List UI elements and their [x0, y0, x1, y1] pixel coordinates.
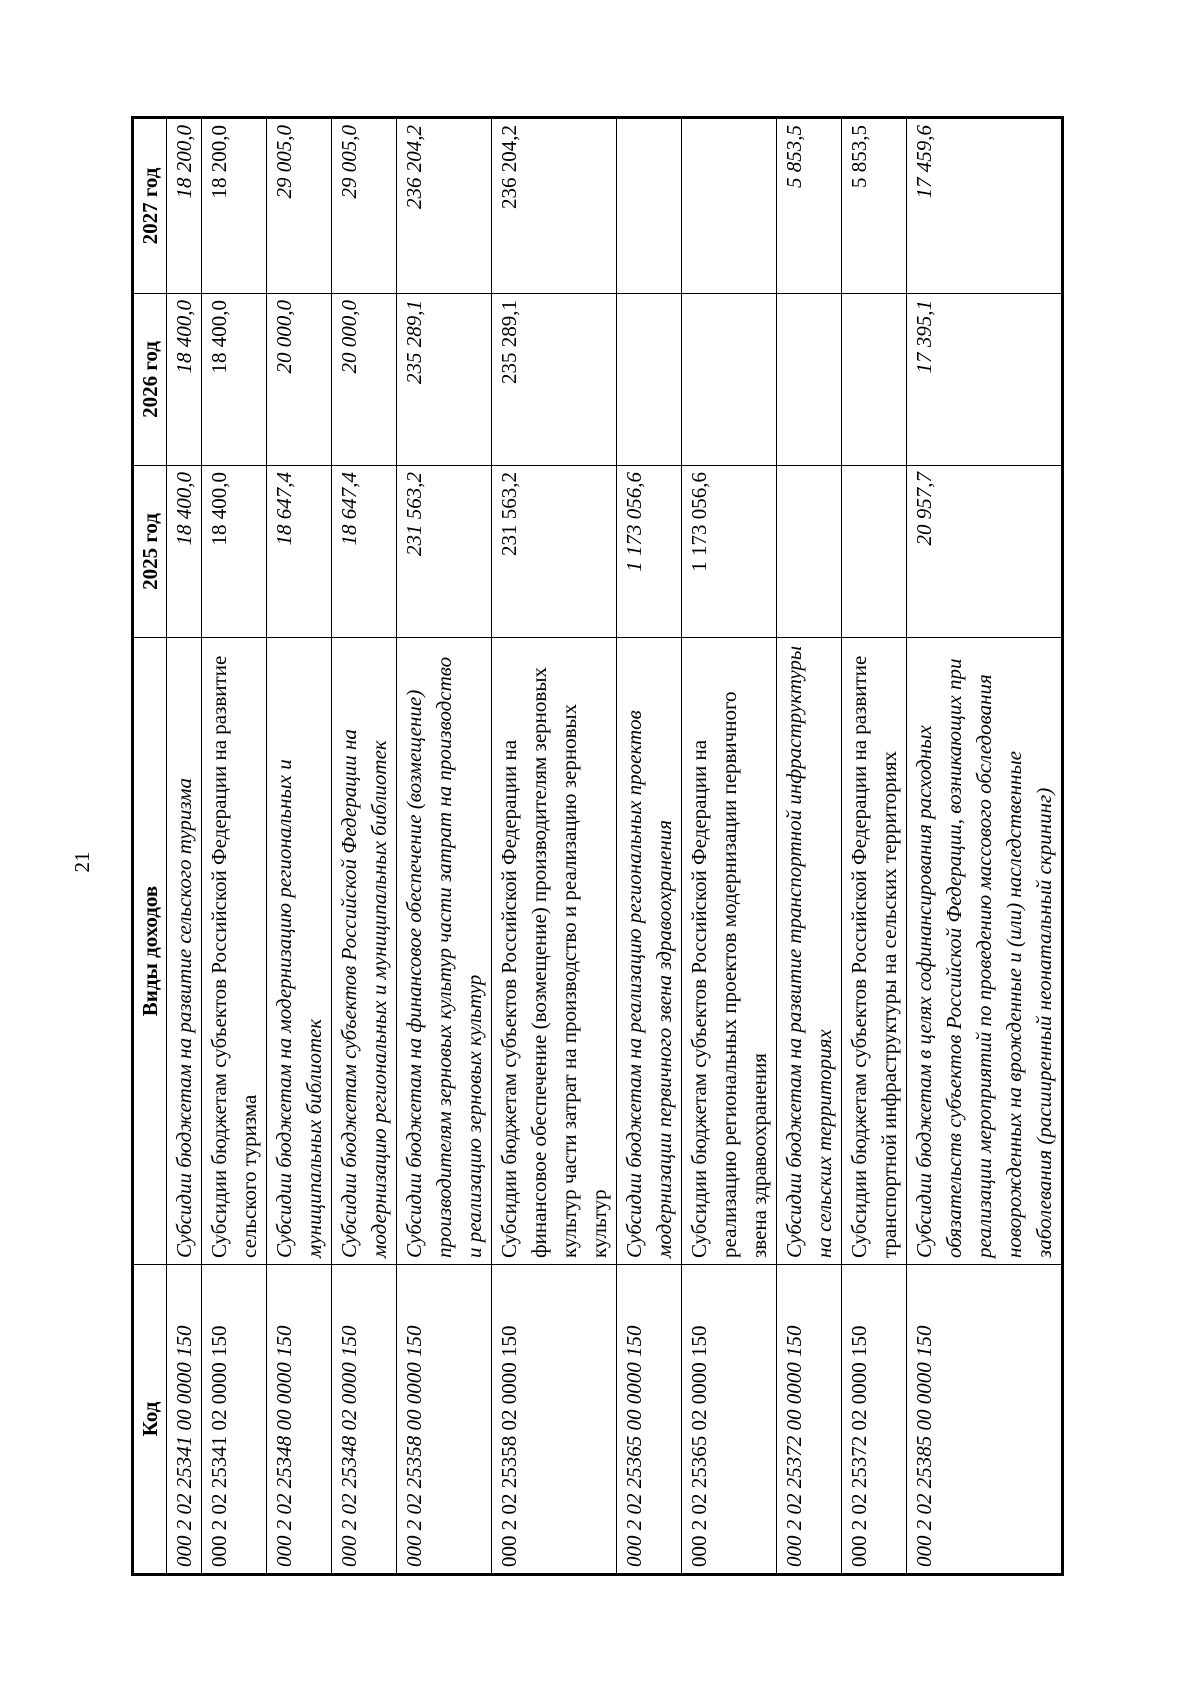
row-2025: 231 563,2	[397, 466, 492, 638]
table-row	[842, 118, 907, 1575]
row-2026	[682, 294, 777, 466]
row-name: Субсидии бюджетам на развитие транспортной инфраструктуры на сельских территориях	[777, 638, 842, 1265]
table-row	[332, 118, 397, 1575]
row-2027: 5 853,5	[777, 118, 842, 294]
row-2027: 29 005,0	[267, 118, 332, 294]
row-2025	[842, 466, 907, 638]
row-2026	[842, 294, 907, 466]
table-row	[777, 118, 842, 1575]
header-2027: 2027 год	[133, 118, 167, 294]
row-2027: 18 200,0	[167, 118, 202, 294]
page-number: 21	[70, 851, 94, 873]
table-row	[397, 118, 492, 1575]
row-2025: 1 173 056,6	[617, 466, 682, 638]
row-2025: 18 400,0	[202, 466, 267, 638]
row-name: Субсидии бюджетам на модернизацию региональных и муниципальных библиотек	[267, 638, 332, 1265]
row-2025: 1 173 056,6	[682, 466, 777, 638]
row-name: Субсидии бюджетам субъектов Российской Федерации на модернизацию региональных и муниципальных библиотек	[332, 638, 397, 1265]
row-code: 000 2 02 25348 00 0000 150	[267, 1265, 332, 1575]
row-2026: 18 400,0	[202, 294, 267, 466]
row-name: Субсидии бюджетам субъектов Российской Федерации на реализацию региональных проектов модернизации первичного звена здравоохранения	[682, 638, 777, 1265]
row-code: 000 2 02 25341 02 0000 150	[202, 1265, 267, 1575]
revenue-table	[131, 116, 1064, 1576]
table-row	[202, 118, 267, 1575]
row-2027: 236 204,2	[397, 118, 492, 294]
row-2025	[777, 466, 842, 638]
row-name: Субсидии бюджетам субъектов Российской Федерации на финансовое обеспечение (возмещение) производителям зерновых культур части затрат на производство и реализацию зерновых культур	[492, 638, 617, 1265]
row-code: 000 2 02 25358 02 0000 150	[492, 1265, 617, 1575]
row-name: Субсидии бюджетам субъектов Российской Федерации на развитие транспортной инфраструктуры на сельских территориях	[842, 638, 907, 1265]
row-code: 000 2 02 25365 00 0000 150	[617, 1265, 682, 1575]
row-code: 000 2 02 25341 00 0000 150	[167, 1265, 202, 1575]
row-2025: 231 563,2	[492, 466, 617, 638]
row-2025: 18 647,4	[267, 466, 332, 638]
row-2025: 18 400,0	[167, 466, 202, 638]
row-2027	[617, 118, 682, 294]
row-code: 000 2 02 25358 00 0000 150	[397, 1265, 492, 1575]
row-2027: 5 853,5	[842, 118, 907, 294]
table-row	[267, 118, 332, 1575]
table-row	[617, 118, 682, 1575]
row-name: Субсидии бюджетам в целях софинансирования расходных обязательств субъектов Российской Федерации, возникающих при реализации мероприятий по проведению массового обследования новорожденных на врожденные и (или) наследственные заболевания (расширенный неонатальный скрининг)	[907, 638, 1063, 1265]
row-2027	[682, 118, 777, 294]
table-row	[682, 118, 777, 1575]
header-2026: 2026 год	[133, 294, 167, 466]
row-2026: 235 289,1	[492, 294, 617, 466]
table-row	[907, 118, 1063, 1575]
row-code: 000 2 02 25365 02 0000 150	[682, 1265, 777, 1575]
header-2025: 2025 год	[133, 466, 167, 638]
header-name: Виды доходов	[133, 638, 167, 1265]
row-2027: 18 200,0	[202, 118, 267, 294]
row-2027: 236 204,2	[492, 118, 617, 294]
row-2025: 20 957,7	[907, 466, 1063, 638]
row-2026: 20 000,0	[332, 294, 397, 466]
row-2027: 29 005,0	[332, 118, 397, 294]
rotated-table-container	[131, 119, 1056, 1576]
row-2026: 17 395,1	[907, 294, 1063, 466]
row-code: 000 2 02 25385 00 0000 150	[907, 1265, 1063, 1575]
table-row	[167, 118, 202, 1575]
row-2026: 20 000,0	[267, 294, 332, 466]
row-2025: 18 647,4	[332, 466, 397, 638]
row-2027: 17 459,6	[907, 118, 1063, 294]
row-name: Субсидии бюджетам на финансовое обеспечение (возмещение) производителям зерновых культур части затрат на производство и реализацию зерновых культур	[397, 638, 492, 1265]
header-code: Код	[133, 1265, 167, 1575]
row-name: Субсидии бюджетам субъектов Российской Федерации на развитие сельского туризма	[202, 638, 267, 1265]
row-2026: 235 289,1	[397, 294, 492, 466]
table-header-row	[133, 118, 167, 1575]
row-code: 000 2 02 25372 02 0000 150	[842, 1265, 907, 1575]
table-row	[492, 118, 617, 1575]
row-2026	[617, 294, 682, 466]
row-code: 000 2 02 25348 02 0000 150	[332, 1265, 397, 1575]
row-name: Субсидии бюджетам на реализацию региональных проектов модернизации первичного звена здравоохранения	[617, 638, 682, 1265]
row-2026: 18 400,0	[167, 294, 202, 466]
row-2026	[777, 294, 842, 466]
row-code: 000 2 02 25372 00 0000 150	[777, 1265, 842, 1575]
row-name: Субсидии бюджетам на развитие сельского туризма	[167, 638, 202, 1265]
